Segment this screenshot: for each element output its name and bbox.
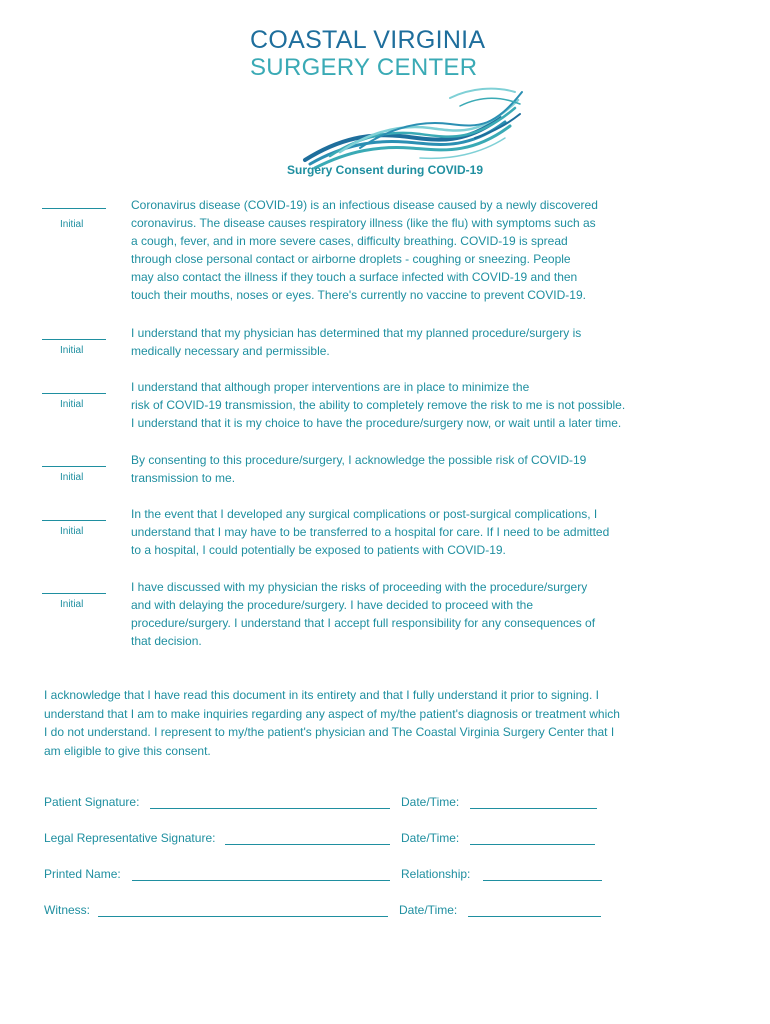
consent-item-text: I understand that my physician has determined that my planned procedure/surgery is medically necessary and permissible. [131, 326, 582, 358]
page-title: Surgery Consent during COVID-19 [286, 163, 484, 177]
patient-signature-field[interactable] [150, 808, 390, 809]
signature-row-witness [44, 903, 744, 921]
consent-item-text: Coronavirus disease (COVID-19) is an infectious disease caused by a newly discovered coronavirus. The disease causes respiratory illness (like the flu) with symptoms such as a cough, fever, and in more severe cases, difficulty breathing. COVID-19 is spread through close personal contact or airborne droplets - coughing or sneezing. People may also contact the illness if they touch a surface infected with COVID-19 and then touch their mouths, noses or eyes. There's currently no vaccine to prevent COVID-19. [131, 198, 598, 302]
logo-text-line1: COASTAL VIRGINIA [250, 26, 486, 54]
initial-field[interactable] [42, 339, 106, 340]
legal-representative-signature-field[interactable] [225, 844, 390, 845]
initial-field[interactable] [42, 466, 106, 467]
date-time-label: Date/Time: [399, 903, 458, 917]
printed-name-label: Printed Name: [44, 867, 121, 881]
initial-field[interactable] [42, 208, 106, 209]
consent-item-text: By consenting to this procedure/surgery, I acknowledge the possible risk of COVID-19 transmission to me. [131, 453, 587, 485]
date-time-field[interactable] [470, 808, 597, 809]
date-time-label: Date/Time: [401, 831, 460, 845]
signature-row-printed-name [44, 867, 744, 885]
acknowledgement-paragraph: I acknowledge that I have read this document in its entirety and that I fully understand it prior to signing. I understand that I am to make inquiries regarding any aspect of my/the patient's diagnosis or treatment which I do not understand. I represent to my/the patient's physician and The Coastal Virginia Surgery Center that I am eligible to give this consent. [44, 688, 620, 758]
witness-label: Witness: [44, 903, 91, 917]
relationship-field[interactable] [483, 880, 602, 881]
initial-label: Initial [60, 472, 84, 483]
printed-name-field[interactable] [132, 880, 390, 881]
consent-item-text: In the event that I developed any surgical complications or post-surgical complications, I understand that I may have to be transferred to a hospital for care. If I need to be admitted to a hospital, I could potentially be exposed to patients with COVID-19. [131, 507, 610, 557]
consent-item-text: I understand that although proper interventions are in place to minimize the risk of COVID-19 transmission, the ability to completely remove the risk to me is not possible. I understand that it is my choice to have the procedure/surgery now, or wait until a later time. [131, 380, 626, 430]
legal-representative-signature-label: Legal Representative Signature: [44, 831, 216, 845]
initial-label: Initial [60, 526, 84, 537]
initial-field[interactable] [42, 520, 106, 521]
logo-text-line2: SURGERY CENTER [250, 54, 478, 81]
wave-icon [300, 78, 530, 173]
initial-label: Initial [60, 399, 84, 410]
date-time-field[interactable] [470, 844, 595, 845]
signature-row-patient [44, 795, 744, 813]
initial-label: Initial [60, 599, 84, 610]
date-time-label: Date/Time: [401, 795, 460, 809]
initial-label: Initial [60, 219, 84, 230]
witness-signature-field[interactable] [98, 916, 388, 917]
coastal-virginia-logo [250, 26, 530, 151]
signature-row-legal-representative [44, 831, 744, 849]
date-time-field[interactable] [468, 916, 601, 917]
initial-field[interactable] [42, 393, 106, 394]
initial-field[interactable] [42, 593, 106, 594]
initial-label: Initial [60, 345, 84, 356]
patient-signature-label: Patient Signature: [44, 795, 140, 809]
relationship-label: Relationship: [401, 867, 471, 881]
consent-item-text: I have discussed with my physician the risks of proceeding with the procedure/surgery and with delaying the procedure/surgery. I have decided to proceed with the procedure/surgery. I understand that I accept full responsibility for any consequences of that decision. [131, 580, 596, 648]
